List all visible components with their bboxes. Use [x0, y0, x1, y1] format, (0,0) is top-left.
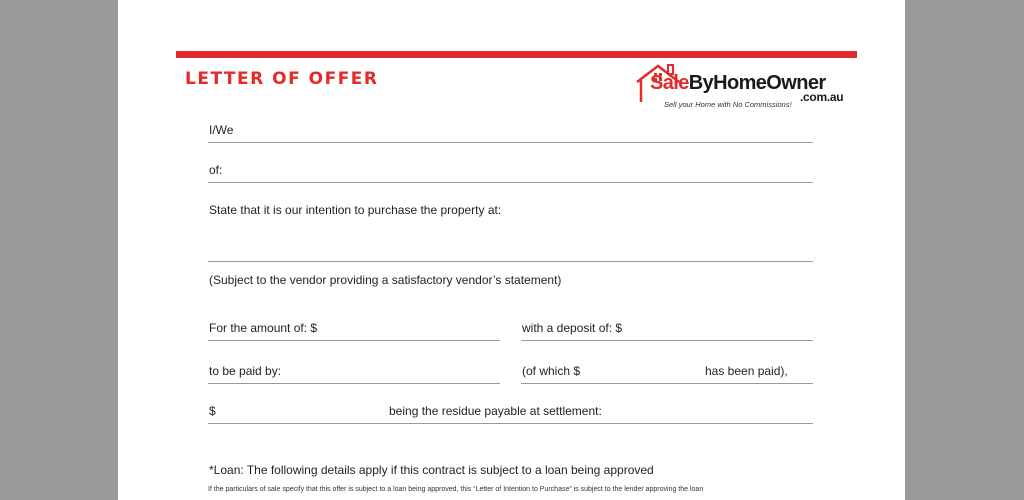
of-which-line[interactable]: [521, 383, 813, 384]
residue-line[interactable]: [208, 423, 813, 424]
salebyhomeowner-logo: [634, 62, 864, 112]
paid-by-line[interactable]: [208, 383, 500, 384]
iwe-label: I/We: [209, 123, 234, 137]
paid-by-label: to be paid by:: [209, 364, 282, 378]
loan-fine-print: If the particulars of sale specify that this offer is subject to a loan being approved, this “Letter of Intention to Purchase” is subject to the lender approving the loan: [208, 486, 704, 493]
amount-line[interactable]: [208, 340, 500, 341]
document-title: LETTER OF OFFER: [185, 69, 379, 89]
iwe-line[interactable]: [208, 142, 813, 143]
deposit-line[interactable]: [521, 340, 813, 341]
of-line[interactable]: [208, 182, 813, 183]
residue-dollar-label: $: [209, 404, 216, 418]
has-been-paid-label: has been paid),: [705, 364, 788, 378]
of-which-label: (of which $: [522, 364, 581, 378]
logo-domain: .com.au: [800, 90, 844, 104]
header-rule: [176, 51, 857, 58]
loan-heading: *Loan: The following details apply if this contract is subject to a loan being approved: [209, 463, 654, 477]
vendor-statement-note: (Subject to the vendor providing a satisfactory vendor’s statement): [209, 273, 562, 287]
of-label: of:: [209, 163, 223, 177]
logo-wordmark: SaleByHomeOwner: [650, 72, 826, 94]
residue-label: being the residue payable at settlement:: [389, 404, 602, 418]
amount-label: For the amount of: $: [209, 321, 318, 335]
logo-tagline: Sell your Home with No Commissions!: [664, 100, 792, 109]
intention-label: State that it is our intention to purchase the property at:: [209, 203, 502, 217]
property-address-line[interactable]: [208, 261, 813, 262]
deposit-label: with a deposit of: $: [522, 321, 623, 335]
document-page: [118, 0, 905, 500]
